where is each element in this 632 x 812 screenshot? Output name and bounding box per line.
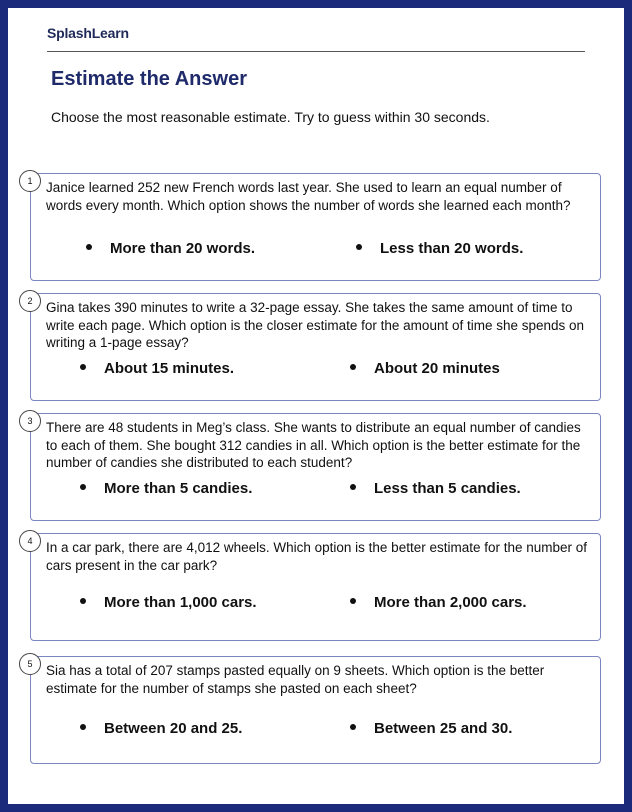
option-a[interactable] (80, 480, 252, 497)
option-b[interactable] (350, 480, 521, 497)
question-text: Janice learned 252 new French words last year. She used to learn an equal number of words every month. Which option shows the number of words she learned each month? (46, 180, 571, 213)
option-label: More than 2,000 cars. (374, 594, 527, 611)
option-b[interactable] (350, 594, 527, 611)
question-5-box (27, 656, 601, 764)
bullet-icon (350, 364, 356, 370)
question-3-box (27, 413, 601, 521)
option-a[interactable] (80, 720, 242, 737)
question-2-box (27, 293, 601, 401)
bullet-icon (80, 484, 86, 490)
question-number-badge: 4 (19, 530, 41, 552)
brand-logo: SplashLearn (47, 25, 129, 41)
worksheet-page (8, 8, 624, 804)
question-number-badge: 1 (19, 170, 41, 192)
bullet-icon (80, 724, 86, 730)
question-text: There are 48 students in Meg’s class. She wants to distribute an equal number of candies to each of them. She bought 312 candies in all. Which option is the better estimate for the number of candies she distributed to each student? (46, 420, 581, 470)
question-number-badge: 5 (19, 653, 41, 675)
question-text: Gina takes 390 minutes to write a 32-page essay. She takes the same amount of time to write each page. Which option is the closer estimate for the amount of time she spends on writing a 1-page essay? (46, 300, 585, 350)
bullet-icon (350, 724, 356, 730)
bullet-icon (80, 364, 86, 370)
instruction-text: Choose the most reasonable estimate. Try to guess within 30 seconds. (51, 109, 490, 125)
option-a[interactable] (86, 240, 255, 257)
bullet-icon (86, 244, 92, 250)
option-b[interactable] (350, 720, 512, 737)
option-label: Less than 5 candies. (374, 480, 521, 497)
question-text: Sia has a total of 207 stamps pasted equally on 9 sheets. Which option is the better estimate for the number of stamps she pasted on each sheet? (46, 663, 545, 696)
option-a[interactable] (80, 360, 234, 377)
option-a[interactable] (80, 594, 257, 611)
option-b[interactable] (356, 240, 523, 257)
option-label: Between 25 and 30. (374, 720, 513, 737)
question-1-box (27, 173, 601, 281)
option-label: About 20 minutes (374, 360, 500, 377)
bullet-icon (80, 598, 86, 604)
question-number-badge: 3 (19, 410, 41, 432)
question-number-badge: 2 (19, 290, 41, 312)
bullet-icon (356, 244, 362, 250)
option-label: More than 20 words. (110, 240, 256, 257)
question-4-box (27, 533, 601, 641)
bullet-icon (350, 598, 356, 604)
option-label: About 15 minutes. (104, 360, 235, 377)
header-divider (47, 51, 585, 52)
option-b[interactable] (350, 360, 500, 377)
page-title: Estimate the Answer (51, 68, 247, 90)
bullet-icon (350, 484, 356, 490)
option-label: Between 20 and 25. (104, 720, 243, 737)
question-text: In a car park, there are 4,012 wheels. Which option is the better estimate for the number of cars present in the car park? (46, 540, 588, 573)
option-label: More than 1,000 cars. (104, 594, 257, 611)
option-label: Less than 20 words. (380, 240, 524, 257)
option-label: More than 5 candies. (104, 480, 253, 497)
